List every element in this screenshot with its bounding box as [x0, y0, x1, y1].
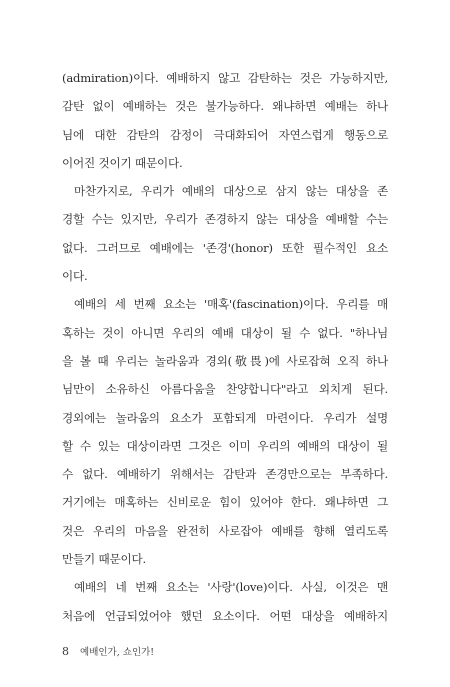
text-line: 님에 대한 감탄의 감정이 극대화되어 자연스럽게 행동으로 — [62, 127, 388, 142]
text-line: 없다. 그러므로 예배에는 '존경'(honor) 또한 필수적인 요소 — [62, 240, 388, 255]
paragraph-3 — [62, 290, 388, 573]
text-line: 만들기 때문이다. — [62, 552, 146, 567]
page-number: 8 — [62, 645, 69, 658]
text-line: 이어진 것이기 때문이다. — [62, 155, 183, 170]
text-line: 감탄 없이 예배하는 것은 불가능하다. 왜냐하면 예배는 하나 — [62, 99, 388, 114]
text-line: 예배의 세 번째 요소는 '매혹'(fascination)이다. 우리를 매 — [74, 297, 388, 312]
text-line: 할 수 있는 대상이라면 그것은 이미 우리의 예배의 대상이 될 — [62, 438, 388, 453]
text-line: 처음에 언급되었어야 했던 요소이다. 어떤 대상을 예배하지 — [62, 608, 388, 623]
paragraph-1 — [62, 64, 388, 177]
paragraph-4 — [62, 573, 388, 630]
text-line: 경외에는 놀라움의 요소가 포함되게 마련이다. 우리가 설명 — [62, 410, 388, 425]
text-line: 님만이 소유하신 아름다움을 찬양합니다"라고 외치게 된다. — [62, 382, 388, 397]
text-line: 거기에는 매혹하는 신비로운 힘이 있어야 한다. 왜냐하면 그 — [62, 495, 388, 510]
text-line: 이다. — [62, 269, 88, 284]
paragraph-2 — [62, 177, 388, 290]
page-footer — [62, 645, 154, 660]
body-text — [62, 64, 388, 630]
text-line: 예배의 네 번째 요소는 '사랑'(love)이다. 사실, 이것은 맨 — [74, 580, 388, 595]
text-line: 마찬가지로, 우리가 예배의 대상으로 삼지 않는 대상을 존 — [74, 184, 388, 199]
text-line: 것은 우리의 마음을 완전히 사로잡아 예배를 향해 열리도록 — [62, 523, 388, 538]
text-line: 수 없다. 예배하기 위해서는 감탄과 존경만으로는 부족하다. — [62, 467, 388, 482]
text-line: (admiration)이다. 예배하지 않고 감탄하는 것은 가능하지만, — [62, 71, 388, 85]
running-title: 예배인가, 쇼인가! — [80, 647, 155, 658]
text-line: 을 볼 때 우리는 놀라움과 경외(敬畏)에 사로잡혀 오직 하나 — [62, 353, 388, 368]
text-line: 경할 수는 있지만, 우리가 존경하지 않는 대상을 예배할 수는 — [62, 212, 388, 227]
text-line: 혹하는 것이 아니면 우리의 예배 대상이 될 수 없다. "하나님 — [62, 325, 388, 340]
